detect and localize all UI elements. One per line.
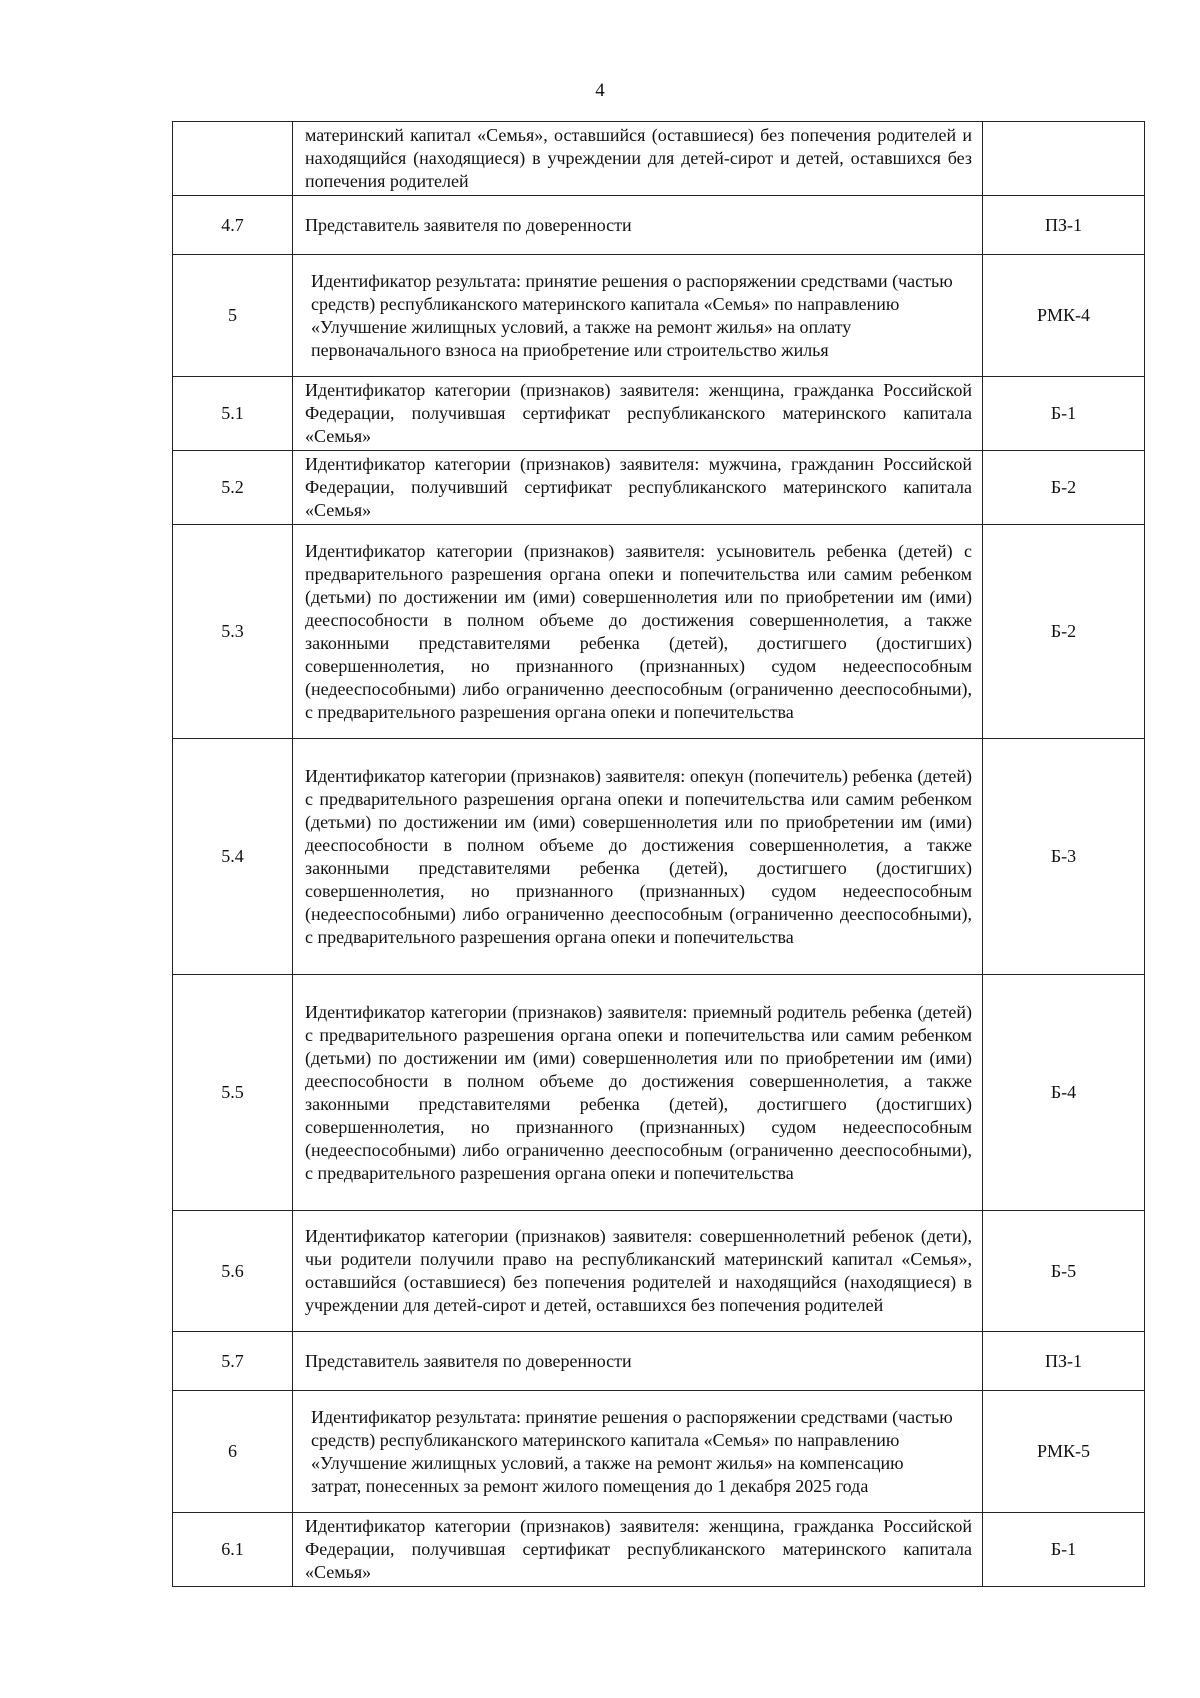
row-description: Представитель заявителя по доверенности [293, 196, 983, 255]
row-number: 6.1 [173, 1513, 293, 1587]
row-number: 5.2 [173, 451, 293, 525]
row-number: 5.4 [173, 739, 293, 975]
row-number: 5.3 [173, 525, 293, 739]
row-number: 5.1 [173, 377, 293, 451]
row-code: Б-2 [983, 525, 1145, 739]
table-row [173, 739, 1145, 975]
row-number: 5.5 [173, 975, 293, 1211]
row-description: Идентификатор категории (признаков) заявителя: совершеннолетний ребенок (дети), чьи родители получили право на республиканский материнский капитал «Семья», оставшийся (оставшиеся) без попечения родителей и находящийся (находящиеся) в учреждении для детей-сирот и детей, оставшихся без попечения родителей [293, 1211, 983, 1332]
applicant-category-table [172, 121, 1145, 1587]
row-description: Идентификатор результата: принятие решения о распоряжении средствами (частью средств) республиканского материнского капитала «Семья» по направлению «Улучшение жилищных условий, а также на ремонт жилья» на оплату первоначального взноса на приобретение или строительство жилья [293, 255, 983, 377]
table-row [173, 1211, 1145, 1332]
row-code: РМК-4 [983, 255, 1145, 377]
row-description: Идентификатор результата: принятие решения о распоряжении средствами (частью средств) республиканского материнского капитала «Семья» по направлению «Улучшение жилищных условий, а также на ремонт жилья» на компенсацию затрат, понесенных за ремонт жилого помещения до 1 декабря 2025 года [293, 1391, 983, 1513]
row-code [983, 122, 1145, 196]
row-code: Б-3 [983, 739, 1145, 975]
row-description: Идентификатор категории (признаков) заявителя: женщина, гражданка Российской Федерации, получившая сертификат республиканского материнского капитала «Семья» [293, 1513, 983, 1587]
row-number [173, 122, 293, 196]
row-code: Б-2 [983, 451, 1145, 525]
table-row [173, 122, 1145, 196]
row-number: 5 [173, 255, 293, 377]
row-number: 5.6 [173, 1211, 293, 1332]
row-code: ПЗ-1 [983, 1332, 1145, 1391]
row-code: Б-4 [983, 975, 1145, 1211]
row-description: Идентификатор категории (признаков) заявителя: опекун (попечитель) ребенка (детей) с предварительного разрешения органа опеки и попечительства или самим ребенком (детьми) по достижении им (ими) совершеннолетия или по приобретении им (ими) дееспособности в полном объеме до достижения совершеннолетия, а также законными представителями ребенка (детей), достигшего (достигших) совершеннолетия, но признанного (признанных) судом недееспособным (недееспособными) либо ограниченно дееспособным (ограниченно дееспособными), с предварительного разрешения органа опеки и попечительства [293, 739, 983, 975]
row-description: Идентификатор категории (признаков) заявителя: усыновитель ребенка (детей) с предварительного разрешения органа опеки и попечительства или самим ребенком (детьми) по достижении им (ими) совершеннолетия или по приобретении им (ими) дееспособности в полном объеме до достижения совершеннолетия, а также законными представителями ребенка (детей), достигшего (достигших) совершеннолетия, но признанного (признанных) судом недееспособным (недееспособными) либо ограниченно дееспособным (ограниченно дееспособными), с предварительного разрешения органа опеки и попечительства [293, 525, 983, 739]
table-row [173, 377, 1145, 451]
table-row [173, 1513, 1145, 1587]
table-row [173, 196, 1145, 255]
row-description: Идентификатор категории (признаков) заявителя: женщина, гражданка Российской Федерации, получившая сертификат республиканского материнского капитала «Семья» [293, 377, 983, 451]
page-number: 4 [595, 80, 605, 101]
table-row [173, 525, 1145, 739]
row-code: Б-1 [983, 377, 1145, 451]
row-description: Представитель заявителя по доверенности [293, 1332, 983, 1391]
row-description: Идентификатор категории (признаков) заявителя: мужчина, гражданин Российской Федерации, получивший сертификат республиканского материнского капитала «Семья» [293, 451, 983, 525]
table-row [173, 255, 1145, 377]
table-row [173, 975, 1145, 1211]
table-row [173, 451, 1145, 525]
row-code: Б-1 [983, 1513, 1145, 1587]
row-code: РМК-5 [983, 1391, 1145, 1513]
row-number: 4.7 [173, 196, 293, 255]
row-number: 6 [173, 1391, 293, 1513]
row-code: Б-5 [983, 1211, 1145, 1332]
row-description: материнский капитал «Семья», оставшийся (оставшиеся) без попечения родителей и находящийся (находящиеся) в учреждении для детей-сирот и детей, оставшихся без попечения родителей [293, 122, 983, 196]
table-row [173, 1391, 1145, 1513]
row-description: Идентификатор категории (признаков) заявителя: приемный родитель ребенка (детей) с предварительного разрешения органа опеки и попечительства или самим ребенком (детьми) по достижении им (ими) совершеннолетия или по приобретении им (ими) дееспособности в полном объеме до достижения совершеннолетия, а также законными представителями ребенка (детей), достигшего (достигших) совершеннолетия, но признанного (признанных) судом недееспособным (недееспособными) либо ограниченно дееспособным (ограниченно дееспособными), с предварительного разрешения органа опеки и попечительства [293, 975, 983, 1211]
table-row [173, 1332, 1145, 1391]
row-code: ПЗ-1 [983, 196, 1145, 255]
row-number: 5.7 [173, 1332, 293, 1391]
